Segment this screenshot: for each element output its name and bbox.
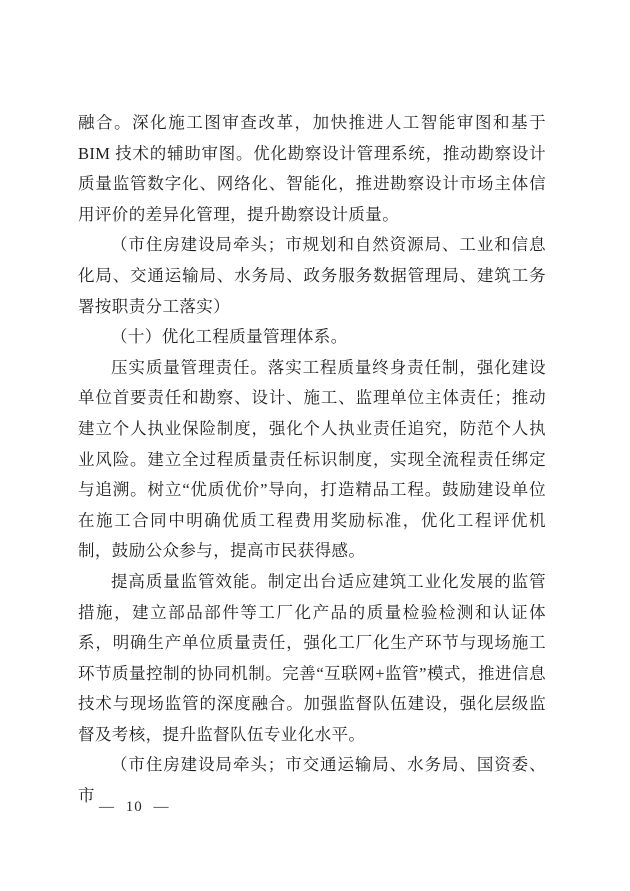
paragraph-supervision-efficiency: 提高质量监管效能。制定出台适应建筑工业化发展的监管措施，建立部品部件等工厂化产品的质量检验检测和认证体系，明确生产单位质量责任，强化工厂化生产环节与现场施工环节质量控制的协同机制。完善“互联网+监管”模式，推进信息技术与现场监管的深度融合。加强监督队伍建设，强化层级监督及考核，提升监督队伍专业化水平。	[78, 571, 546, 744]
responsibility-note-2: （市住房建设局牵头；市交通运输局、水务局、国资委、市	[78, 755, 546, 806]
section-heading-item-ten: （十）优化工程质量管理体系。	[111, 327, 348, 347]
page-number: — 10 —	[99, 799, 170, 815]
document-body	[78, 108, 546, 812]
paragraph-quality-responsibility: 压实质量管理责任。落实工程质量终身责任制，强化建设单位首要责任和勘察、设计、施工、监理单位主体责任；推动建立个人执业保险制度，强化个人执业责任追究，防范个人执业风险。建立全过程质量责任标识制度，实现全流程责任绑定与追溯。树立“优质优价”导向，打造精品工程。鼓励建设单位在施工合同中明确优质工程费用奖励标准，优化工程评优机制，鼓励公众参与，提高市民获得感。	[78, 357, 546, 561]
responsibility-note: （市住房建设局牵头；市规划和自然资源局、工业和信息化局、交通运输局、水务局、政务服务数据管理局、建筑工务署按职责分工落实）	[78, 235, 546, 316]
continuation-paragraph: 融合。深化施工图审查改革，加快推进人工智能审图和基于 BIM 技术的辅助审图。优化勘察设计管理系统，推动勘察设计质量监管数字化、网络化、智能化，推进勘察设计市场主体信用评价的差异化管理，提升勘察设计质量。	[78, 113, 546, 224]
